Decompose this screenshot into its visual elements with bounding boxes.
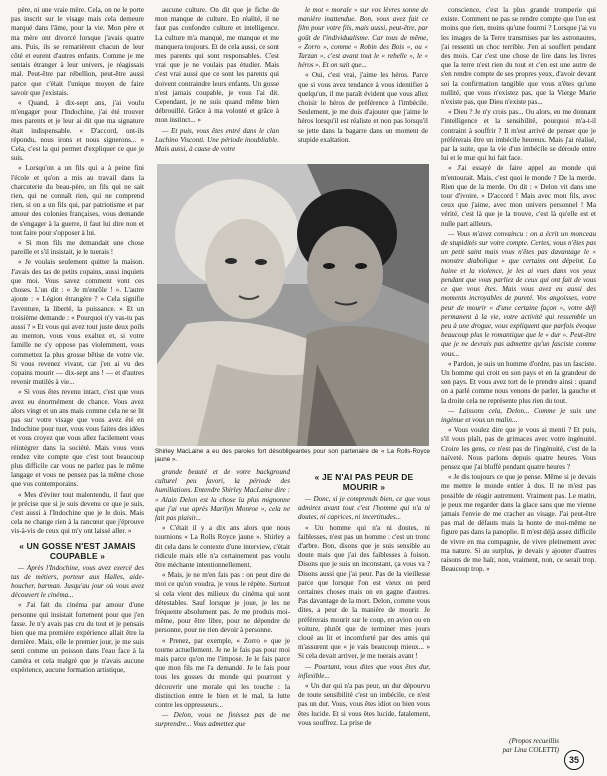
interviewer-question: — Donc, si je comprends bien, ce que vous admirez avant tout c'est l'homme qui n'a ni doutes, ni caprices, ni incertitudes...	[298, 495, 430, 522]
paragraph: « Mes d'éviter tout malentendu, il faut que je précise que si je suis devenu ce que je suis, c'est aussi à l'Indochine que je le dois. Mais cela ne change rien à la rancœur que j'éprouve vis-à-vis de ceux qui m'y ont laissé aller. »	[11, 490, 144, 536]
column-3-bottom	[298, 468, 430, 764]
paragraph: aucune culture. On dit que je fiche de mon manque de culture. En réalité, il ne faut pas confondre culture et intelligence. La culture m'a manqué, me manque et me manquera toujours. Et de cela aussi, ce sont mes parents qui sont responsables. C'est vrai que je ne voulais pas étudier. Mais c'est vrai aussi que ce sont les parents qui doivent contraindre leurs enfants. Un gosse n'est jamais coupable, je vous l'ai dit. Cependant, je ne suis quand même bien débrouillé. Grâce à ma volonté et grâce à mon instinct... »	[155, 6, 279, 125]
paragraph: « Mais, je ne m'en fais pas : on peut dire de moi ce qu'on voudra, je vous le répète. Surtout si cela vient des milieux du cinéma qui sont détestables. Sauf lorsque je joue, je les ne fréquente absolument pas. Je me produis moi-même, pour être libre, pour ne dépendre de personne, pour ne rien devoir à personne.	[155, 571, 290, 635]
section-heading: « JE N'AI PAS PEUR DE MOURIR »	[314, 472, 414, 492]
paragraph: « Un dur qui n'a pas peur, un dur dépourvu de toute sensibilité c'est un imbécile, ce n'est pas un dur. Vous, vous êtes idiot ou bien vous êtes lucide. Et si vous êtes lucide, fatalement, vous souffrez. La prise de	[298, 682, 430, 727]
interviewer-question: grande beauté et de votre background culturel peu favori, la période des humiliations. Entendre Shirley MacLaine dire : « Alain Delon est la chose la plus mignonne que j'ai vue après Marilyn Monroe », cela ne fait pas plaisir...	[155, 468, 290, 523]
page-number: 35	[564, 750, 584, 770]
credit-line-2: par Lina COLETTI)	[502, 746, 559, 754]
column-2-bottom	[155, 468, 290, 764]
paragraph: « Quand, à dix-sept ans, j'ai voulu m'engager pour l'Indochine, j'ai été trouver mes parents et je leur ai dit que ma signature était indispensable. « D'accord, ont-ils répondu, nous irons et nous signerons... » Cela, c'est la qui permet d'expliquer ce que je suis.	[11, 99, 144, 163]
interviewer-question: — Delon, vous ne finissez pas de me surprendre... Vous admettez que	[155, 711, 290, 729]
paragraph: « Un homme qui n'a ni doutes, ni faiblesses, n'est pas un homme : c'est un tronc d'arbre. Bon, disons que je suis sensible au doute mais que j'ai des faiblesses à foison. Disons que je suis un inconstant, ça vous va ? Disons aussi que j'ai peur. Pas de la vieillesse parce que lorsque l'on est vieux on perd certaines choses mais on en gagne d'autres. Pas davantage de la mort. Delon, comme vous dites, a peur de la manière de mourir. Je préférerais mourir sur le coup, en avion ou en voiture, plutôt que de terminer mes jours cloué au lit et incomforté par des amis qui m'assurent que « je vais beaucoup mieux... » Si cela devait arriver, je me tuerais avant !	[298, 523, 430, 661]
column-1	[11, 6, 144, 736]
photo-illustration	[157, 164, 429, 446]
interviewer-question: le mot « morale » sur vos lèvres sonne de manière inattendue. Bon, vous avez fait ce film pour votre fils, mais aussi, peut-être, par goût de l'individualisme. Car tous de même, « Zorro », comme « Robin des Bois », ou « Tarzan », c'est avant tout le « rebelle », le « héros ». Et on sait que...	[298, 6, 428, 70]
section-heading: « UN GOSSE N'EST JAMAIS COUPABLE »	[19, 540, 136, 561]
film-still-photo	[157, 164, 429, 446]
paragraph: père, ni une vraie mère. Cela, on ne le porte pas inscrit sur le visage mais cela demeure marqué dans l'âme, pour la vie. Mon père et ma mère ont divorcé lorsque j'avais quatre ans. Puis, ils se remarièrent chacun de leur côté et eurent d'autres enfants. Comme je me sentais étranger à leur univers, je réagissais mal. Peut-être par rébellion, peut-être aussi parce que c'était l'unique moyen de faire savoir que j'existais.	[11, 6, 144, 97]
interviewer-question: — Après l'Indochine, vous avez exercé des tas de métiers, porteur aux Halles, aide-boucher, barman. Jusqu'au jour où vous avez découvert le cinéma...	[11, 563, 144, 600]
photo-caption: Shirley MacLaine a eu des paroles fort désobligeantes pour son partenaire de « La Rolls-Royce jaune ».	[155, 448, 430, 463]
paragraph: « J'ai essayé de faire appel au monde qui m'entourait. Mais, c'est quoi le monde ? De la merde. Rien que de la merde. On dit : « Delon vit dans une tour d'ivoire. » D'accord ! Mais avec mon fils, avec ceux que j'aime, avec mon univers personnel ! Ma vérité, c'est là que je la trouve, c'est là qu'elle est et nulle part ailleurs.	[441, 164, 596, 228]
interviewer-question: — Et puis, vous êtes entré dans le clan Luchino Visconti. Une période inoubliable. Mais aussi, à cause de votre	[155, 126, 279, 154]
paragraph: « Je voulais seulement quitter la maison. J'avais des tas de petits copains, aussi inquiets que moi. Vous savez comment vont ces choses. L'un dit : « Je m'enrôle ! ». L'autre ajoute : « Légion étrangère ? » Cela signifie l'aventure, la liberté, la puissance. » Et un troisième demande : « Pourquoi n'y vas-tu pas aussi ? » Et vous qui avez tout juste deux poils au menton, vous vous exaltez et, si votre famille ne s'y oppose pas violemment, vous commettez la plus grosse bêtise de votre vie. Si vous revenez vivant, car j'en ai vu des copains mourir — dix-sept ans ! — et d'autres revenir mutilés à vie...	[11, 258, 144, 387]
interviewer-question: — Pourtant, vous dites que vous êtes dur, inflexible...	[298, 662, 430, 680]
paragraph: « J'ai fait du cinéma par amour d'une personne qui insistait fortement pour que j'en fasse. Je n'y avais pas cru du tout et je pensais bien que ma première expérience allait être la dernière. Mais, elle le premier jour, je me suis senti comme un poisson dans l'eau face à la caméra et cela malgré que je n'avais aucune expérience, aucune formation artistique,	[11, 601, 144, 674]
column-2-top	[155, 6, 279, 162]
paragraph: « Oui, c'est vrai, j'aime les héros. Parce que si vous avez tendance à vous identifier à quelqu'un, il me paraît évident que vous allez choisir le héros de préférence à l'imbécile. Seulement, je me dois d'ajouter que j'aime le héros lorsqu'il est réaliste et non pas lorsqu'il se jette dans la bagarre dans un moment de stupide exaltation.	[298, 71, 428, 144]
paragraph: « C'était il y a dix ans alors que nous tournions « La Rolls Royce jaune ». Shirley a dit cela dans le contexte d'une interview, c'était ridicule mais elle n'a certainement pas voulu être méchante intentionnellement.	[155, 524, 290, 570]
paragraph: « Dieu ? Je n'y crois pas... Ou alors, en me donnant l'intelligence et la sensibilité, pourquoi m'a-t-il contraint à souffrir ? Il m'est arrivé de penser que je préférerais être un imbécile heureux. Mais j'ai réalisé, par la suite, que la vie d'un imbécile se déroule entre lui et le mur qui lui fait face.	[441, 108, 596, 163]
paragraph: « Si mon fils me demandait une chose pareille et s'il insistait, je le tuerais !	[11, 239, 144, 257]
column-3-top	[298, 6, 428, 162]
paragraph: conscience, c'est la plus grande tromperie qui existe. Comment ne pas se rendre compte que l'on est moins que rien, moins qu'une fourmi ? Lorsque j'ai vu les images de la Terre transmises par les astronautes, j'ai ressenti un choc terrible. J'en ai souffert pendant des mois. Car c'est une chose de lire dans les livres que la terre n'est rien du tout et c'en est une autre de s'en rendre compte de ses propres yeux, d'avoir devant soi la confirmation tangible que vous n'êtes qu'une nullité, que vous n'existez pas, que la Vierge Marie n'existe pas, que Dieu n'existe pas...	[441, 6, 596, 107]
interview-credit	[399, 737, 559, 755]
paragraph: « Prenez, par exemple, « Zorro » que je tourne actuellement. Je ne le fais pas pour moi mais parce qu'on me l'impose. Je le fais parce que mon fils me l'a demandé. Je le fais pour tous les gosses du monde qui pourront y découvrir une morale qui les touche : la distinction entre le bien et le mal, la lutte contre les oppresseurs...	[155, 636, 290, 710]
column-4	[441, 6, 596, 764]
interviewer-question: — Vous m'avez convaincu : on a écrit un monceau de stupidités sur votre compte. Certes, vous n'êtes pas un petit saint mais vous n'êtes pas davantage le « monstre diabolique » que certains ont dépeint. La haine et la violence, je les ai vues dans vos yeux pendant que vous parliez de ceux qui ont fait de vous ce que vous êtes. Mais vous avez eu aussi des moments incroyables de pureté. Vos angoisses, votre peur de mourir « d'une certaine façon », votre défi permanent à la vie, votre activité qui ressemble un peu à une drogue, vous expliquent que parfois évoque beaucoup plus le romantique que le « dur ». Peut-être que je ne devrais pas admettre qu'un fasciste comme vous...	[441, 229, 596, 358]
interviewer-question: — Laissons cela, Delon... Comme je suis une ingénue et vous un malin...	[441, 406, 596, 424]
credit-line-1: (Propos recueillis	[509, 737, 559, 745]
paragraph: « Si vous êtes revenu intact, c'est que vous avez eu énormément de chance. Vous avez alors vingt et un ans mais comme cela ne se lit pas sur votre visage que vous avez été en Indochine pour tuer, vous vous faites des idées et vous croyez que vous allez facilement vous réintégrer dans la société. Mais vous vous rendez vite compte que c'est tout beaucoup plus difficile car vous ne parlez pas le même langage et vous ne pensez pas la même chose que vos contemporains.	[11, 388, 144, 489]
paragraph: « Pardon, je suis un homme d'ordre, pas un fasciste. Un homme qui croit en son pays et en la grandeur de son pays. Et vous avez tort de le prendre ainsi : quand on a parlé comme nous venons de parler, la gauche et la droite cela ne représente plus rien du tout.	[441, 359, 596, 405]
paragraph: « Je dis toujours ce que je pense. Même si je devais me mettre le monde entier à dos. Il ne m'est pas possible de réagir autrement. Vraiment pas. Le matin, je peux me regarder dans la glace sans que me vienne jamais l'envie de me cracher au visage. J'ai peut-être pas mal de défauts mais la honte de moi-même ne figure pas dans la panoplie. Il m'est déjà assez difficile de vivre en ma compagnie, de vivre pleinement avec ma nature. Si au surplus, je devais y ajouter d'autres raisons de me haïr, non, vraiment, non, ce serait trop. Beaucoup trop. »	[441, 473, 596, 574]
paragraph: « Lorsqu'on a un fils qui a à peine fini l'école et qu'on a mis au travail dans la charcuterie du beau-père, un fils qui ne sait rien, qui ne connaît rien, qui ne comprend rien, si on a un fils qui, par patriotisme et par amour des colonies françaises, vous demande de s'engager à la guerre, il faut lui dire non et tout faire pour s'opposer à lui.	[11, 164, 144, 237]
paragraph: « Vous voulez dire que je vous ai menti ? Et puis, s'il vous plaît, pas de grimaces avec votre ingénuité. Croire les gens, ce n'est pas de l'ingénuité, c'est de la naïveté. Nous parlons depuis quatre heures. Vous pensez que j'ai bluffé pendant quatre heures ?	[441, 426, 596, 471]
